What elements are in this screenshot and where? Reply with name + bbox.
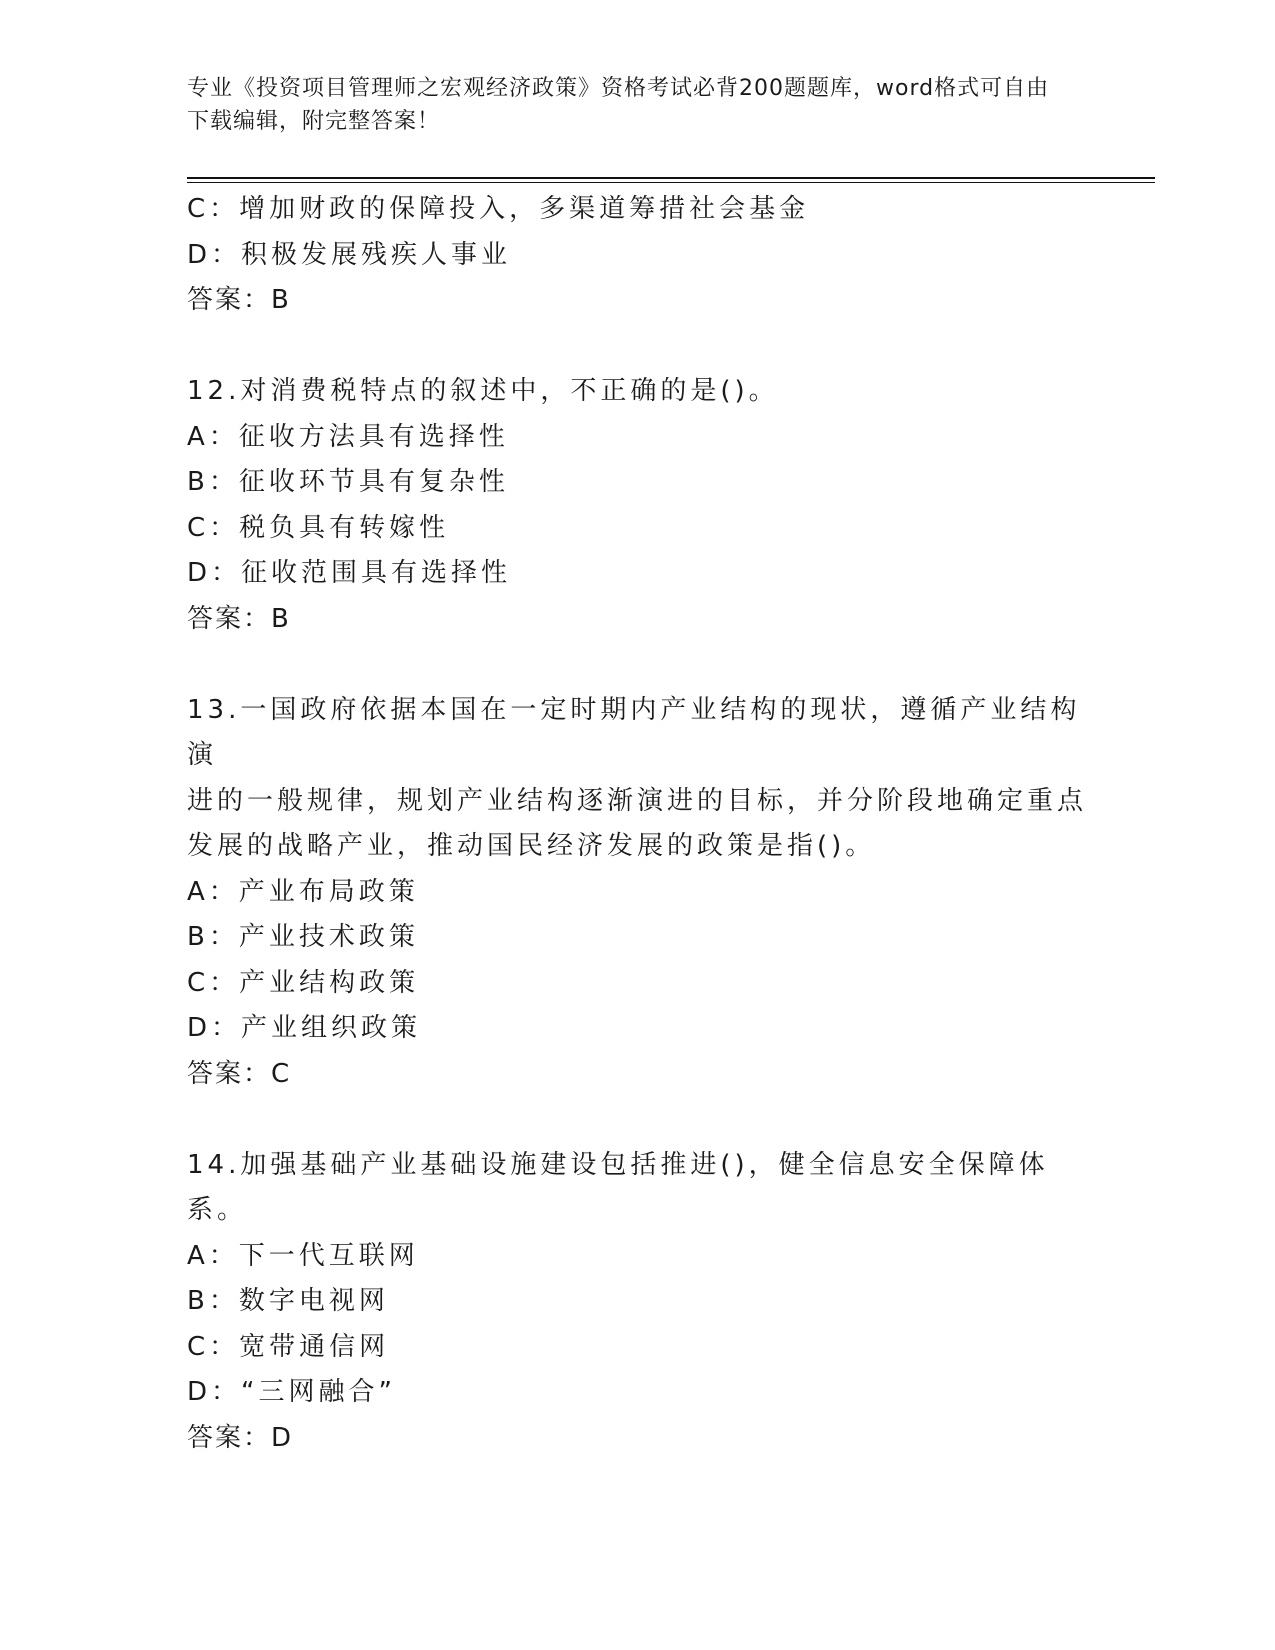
question-text: 12.对消费税特点的叙述中，不正确的是()。 — [187, 376, 779, 406]
option-c: C：税负具有转嫁性 — [187, 512, 450, 543]
question-text-line-1: 13.一国政府依据本国在一定时期内产业结构的现状，遵循产业结构演 — [187, 694, 1081, 770]
question-text-line-3: 发展的战略产业，推动国民经济发展的政策是指()。 — [187, 831, 876, 861]
question-text-line-2: 进的一般规律，规划产业结构逐渐演进的目标，并分阶段地确定重点 — [187, 785, 1088, 816]
header-rule-thin — [187, 182, 1155, 183]
option-d: D：征收范围具有选择性 — [187, 558, 512, 588]
spacer — [187, 642, 1087, 688]
option-d: D：产业组织政策 — [187, 1013, 422, 1043]
answer-label: 答案：D — [187, 1422, 294, 1453]
header-rule-thick — [187, 177, 1155, 179]
spacer — [187, 1097, 1087, 1143]
option-b: B：产业技术政策 — [187, 922, 419, 952]
option-c: C：宽带通信网 — [187, 1331, 390, 1362]
option-a: A：征收方法具有选择性 — [187, 421, 509, 452]
option-c: C：增加财政的保障投入，多渠道筹措社会基金 — [187, 194, 810, 224]
question-block-13 — [187, 688, 1087, 1098]
option-b: B：数字电视网 — [187, 1286, 389, 1316]
option-c: C：产业结构政策 — [187, 967, 420, 998]
option-d: D：“三网融合” — [187, 1377, 396, 1407]
option-b: B：征收环节具有复杂性 — [187, 467, 509, 497]
question-text: 14.加强基础产业基础设施建设包括推进()，健全信息安全保障体系。 — [187, 1149, 1049, 1225]
answer-label: 答案：B — [187, 603, 291, 634]
question-block-14 — [187, 1143, 1087, 1462]
question-list — [187, 187, 1087, 1461]
option-a: A：产业布局政策 — [187, 876, 419, 907]
question-block-11 — [187, 187, 1087, 324]
question-block-12 — [187, 369, 1087, 642]
answer-label: 答案：C — [187, 1058, 292, 1089]
document-header: 专业《投资项目管理师之宏观经济政策》资格考试必背200题题库，word格式可自由下载编辑，附完整答案！ — [187, 76, 1050, 134]
answer-label: 答案：B — [187, 285, 291, 315]
option-a: A：下一代互联网 — [187, 1240, 419, 1271]
option-d: D：积极发展残疾人事业 — [187, 239, 512, 270]
spacer — [187, 324, 1087, 370]
